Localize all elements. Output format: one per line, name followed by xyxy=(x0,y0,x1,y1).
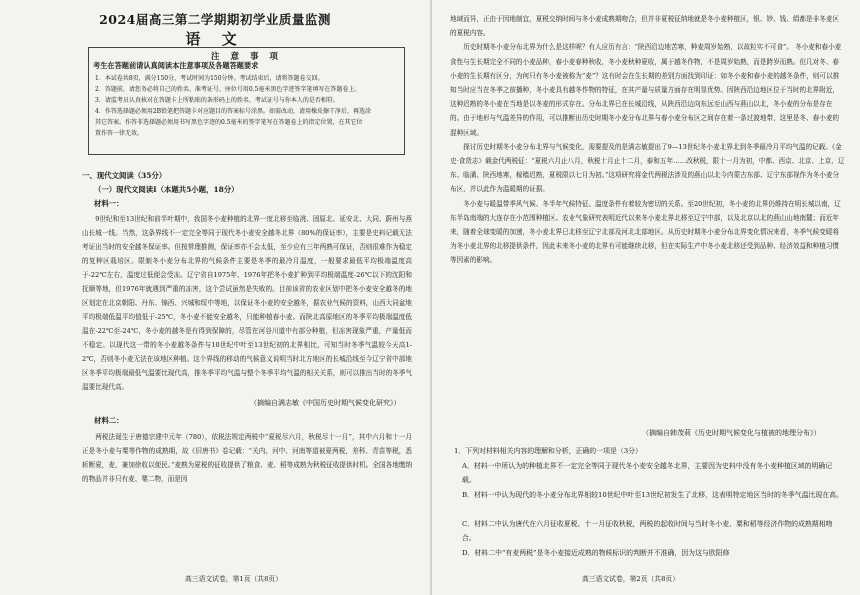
sub-section-heading: （一）现代文阅读Ⅰ（本题共5小题，18分） xyxy=(94,185,239,194)
notice-item: 其它答案。作答非选择题必须用书写黑色字迹的0.5毫米的签字笔写在答题卷上的指定位置，在其它位 xyxy=(95,119,363,126)
material-2-label: 材料二： xyxy=(94,416,124,425)
option-c: C．材料二中认为唐代在六月征收夏税、十一月征收秋税，两税的起收时间与当时冬小麦、粟和稻等经济作物的成熟期相吻合。 xyxy=(462,520,833,542)
notice-item: 1．本试卷共8页，满分150分，考试时间为150分钟。考试结束后，请将答题卷交回。 xyxy=(95,75,324,82)
material-1-text: 9世纪和至13世纪和前半叶期中，我国冬小麦种植的北界一度北移至临洮、固原北、延安北、大同、蔚州与燕山长城一线。当然，这条界线不一定完全等同于现代冬小麦安全越冬北界（80%的保证率），主要是史料记载无法考证出当时的安全越冬保证率。但按常理推测，保证率亦不会太低，至少应有三年两熟可保证，否则很难作为稳定的复种区栽培区。限制冬小麦分布北界的气候条件主要是冬季的最冷月温度，一般要求最低平均极端温度高于-22℃左右，温度过低便会受冻。辽宁省自1975年、1976年把冬小麦扩种到平均极端温度-26℃以下的沈阳和抚顺等地，但1976年就遇到严重的冻害，这个尝试虽然是失败的。目前该省的农业区划中把冬小麦安全越冬的地区划定在北京朝阳、丹东、锦西、兴城和绥中等地，以保证冬小麦的安全越冬，据农业气候的资料，山西大同盆地平均极端低温平均值低于-25℃，冬小麦不能安全越冬，只能种植春小麦。而陕北高原地区的冬季平均极端温度低温在-22℃至-24℃，冬小麦的越冬是有得到保障的，尽管在河谷川道中有部分种植，但冻害现象严重，产量低而不稳定。以现代这一带的冬小麦越冬条件与10世纪中叶至13世纪初的北界相比，可知当时冬季气温较今天高1-2℃，否则冬小麦无法在该地区种植。这个界线的移动的气候意义说明当时北方地区的长城沿线至今辽宁省中部地区冬季平均极端最低气温要比现代高，推冬季平均气温与整个冬季平均气温的相关关系，则可以推出当时的冬季气温要比现代高。 xyxy=(82,215,412,391)
option-a: A．材料一中所认为的种植北界不一定完全等同于现代冬小麦安全越冬北界，主要因为史料中没有冬小麦种植区域的明确记载。 xyxy=(462,462,833,484)
option-b: B．材料一中认为现代的冬小麦分布北界相较10世纪中叶至13世纪初发生了北移，这表明特定地区当时的冬季气温比现在高。 xyxy=(462,491,843,499)
notice-box xyxy=(88,47,405,155)
notice-item: 3．请监考员认真核对在答题卡上所粘贴的条形码上的姓名、考试证号与你本人的是否相符。 xyxy=(95,97,339,104)
material-2-source: （摘编自韩茂莉《历史时期气候变化与植被的地理分布》） xyxy=(642,429,821,437)
notice-subtitle: 考生在答题前请认真阅读本注意事项及各题答题要求 xyxy=(93,61,259,70)
subject-title: 语 文 xyxy=(185,30,245,48)
material-2-text: 两税法诞生于唐德宗建中元年（780），依税法规定两税中“夏税尽六月，秋税尽十一月”，其中六月和十一月正是冬小麦与粟等作物的成熟期，故《旧唐书》卷记载：“关内、河中、河南等道被夏两税，差科、青苗等税，悉斩断夏，麦，兼加徐收以便民。”麦熟为夏税的征收提供了粮食、麦、稻等成熟为秋税征收提供时机。全国各地缴纳的物品并非只有麦、粟二物，而是因 xyxy=(82,433,412,483)
notice-item: 4．作答选择题必须用2B铅笔把答题卡对应题目的答案标号涂黑。如需改动，请用橡皮擦干净后，再选涂 xyxy=(95,108,372,115)
material-2-continued: 地域而异，正由于因地制宜，夏税交纳时间与冬小麦成熟期吻合，但并非夏税征纳地就是冬小麦种植区，银、钞、钱、绢都是非冬麦区的夏税内容。 历史时期冬小麦分布北界为什么是这样呢？有人应历有言：“陕西沿边地苦寒，种麦周岁始熟，以故粒实不可食”。 冬小麦和春小麦食性与生长期完全不同的小麦品种，春小麦春种秋收，冬小麦秋种夏收，属于越冬作物，不是周岁始熟，而是跨岁而熟。但几对冬、春小麦的生长期有区分，为何只有冬小麦被称为“麦”？这有时会在生长期的差别方面找到印证：如冬小麦和春小麦的越冬条件，则可以推知当时应当在冬季之前播种，冬小麦具有越冬作物的特征，在其产量与质量方面存在明显优势。因陕西沿边地区位于当时的北界附近，这种迟熟的冬小麦在当地是以冬麦的形式存在。分布北界已在长城沿线，从陕西沿边向东远至山西与燕山以北，冬小麦的分布是存在的。由于地形与气温差异的作用，可以推断出历史时期冬小麦分布北界与春小麦分布区之间存在着一条过渡地带，这里是冬、春小麦的混种区域。 探讨历史时期冬小麦分布北界与气候变化，需要提及的是满志敏提出了9—13世纪冬小麦北界北到冬季最冷月平均气温的记载。《金史·食货志》载金代两税征：“夏税六月止八月，秋税十月止十二月，泰和五年……改秋税，限十一月为初，中都、西京、北京、上京、辽东、临潢、陕西地寒，稼穑迟熟，夏税限以七月为初。”这项研究将金代两税法涉及的燕山以北今内蒙古东部、辽宁东部视作为冬小麦分布区，并以此作为温暖期的证据。 冬小麦与暖温带季风气候、冬半年气候特征、温度条件有着较为密切的关系。至20世纪初，冬小麦的北界仍维持在明长城以南，辽东半岛南端的大连存在小范围种植区。农业气象研究表明近代以来冬小麦北界北移至辽宁中部，以及北京以北的燕山山地南麓；而近年来，随着全球变暖的加速，冬小麦北界已北移至辽宁北部及河北北部地区。从历史时期冬小麦分布北界变化情况来看，冬季气候变暖将为冬小麦北界的北移提供条件，因此未来冬小麦的北界有可能继续北移，但在实际生产中冬小麦北移还受到品种、经济效益和种植习惯等因素的影响。 xyxy=(450,15,845,265)
question-1: 1．下列对材料相关内容的理解和分析，正确的一项是（3分） xyxy=(454,447,642,455)
material-1-label: 材料一： xyxy=(94,199,124,208)
footer-page-1: 高三语文试卷，第1页（共8页） xyxy=(185,575,283,583)
notice-item: 2．答题前，请您务必将自己的姓名、准考证号、座位号用0.5毫米黑色字迹签字笔填写在答题卷上。 xyxy=(95,86,361,93)
page-2 xyxy=(432,0,860,595)
option-d: D．材料二中“有麦两税”是冬小麦接近成熟的物候标识的判断并不准确，因为这与欧阳修 xyxy=(462,549,730,557)
material-1-source: （摘编自满志敏《中国历史时期气候变化研究》） xyxy=(250,399,401,407)
section-heading: 一、现代文阅读（35分） xyxy=(82,171,167,180)
notice-title: 注 意 事 项 xyxy=(211,52,282,62)
exam-title: 2024届高三第二学期期初学业质量监测 xyxy=(99,12,331,27)
notice-item: 置作答一律无效。 xyxy=(95,130,144,137)
footer-page-2: 高三语文试卷，第2页（共8页） xyxy=(582,575,680,583)
